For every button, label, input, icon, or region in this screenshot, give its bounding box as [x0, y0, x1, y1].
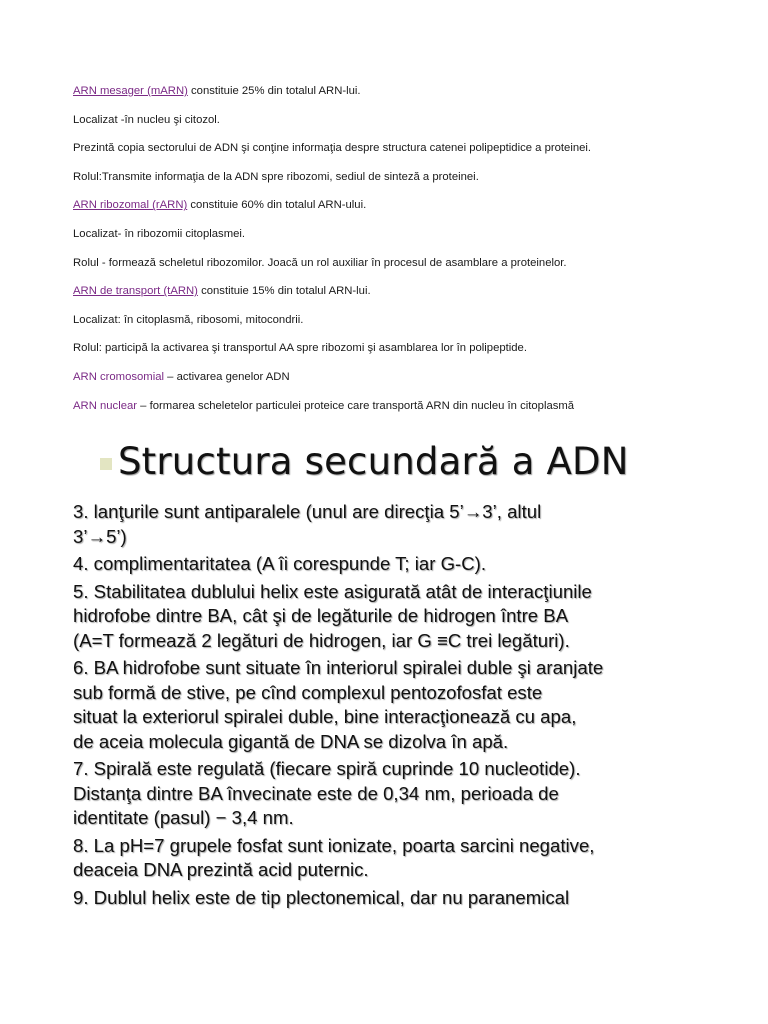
note-line: Localizat -în nucleu şi citozol. [73, 113, 220, 126]
note-line: Rolul - formează scheletul ribozomilor. Joacă un rol auxiliar în procesul de asamblare a proteinelor. [73, 256, 567, 269]
note-term-cromosomial: ARN cromosomial [73, 370, 165, 383]
list-item: 4. complimentaritatea (A îi corespunde T; iar G-C). [73, 553, 487, 574]
list-item: 6. BA hidrofobe sunt situate în interiorul spiralei duble şi aranjate sub formă de stive, pe cînd complexul pentozofosfat este situat la exteriorul spiralei duble, bine interacţionează cu apa, de aceia molecula gigantă de DNA se dizolva în apă. [73, 657, 604, 752]
note-link-rarn[interactable]: ARN ribozomal (rARN) [73, 199, 188, 212]
square-bullet-icon [100, 458, 112, 470]
list-item: 5. Stabilitatea dublului helix este asigurată atât de interacţiunile hidrofobe dintre BA, cât şi de legăturile de hidrogen între BA (A=T formează 2 legături de hidrogen, iar G ≡C trei legături). [73, 580, 592, 651]
section-heading-text: Structura secundară a ADN [118, 440, 629, 483]
note-line: ARN mesager (mARN) constituie 25% din totalul ARN-lui. [73, 85, 361, 97]
note-line: ARN de transport (tARN) constituie 15% din totalul ARN-lui. [73, 285, 371, 298]
note-link-marn[interactable]: ARN mesager (mARN) [73, 85, 188, 97]
note-line: Rolul:Transmite informaţia de la ADN spre ribozomi, sediul de sinteză a proteinei. [73, 170, 479, 183]
list-item: 7. Spirală este regulată (fiecare spiră cuprinde 10 nucleotide). Distanţa dintre BA învecinate este de 0,34 nm, perioada de identitate (pasul) − 3,4 nm. [73, 758, 581, 828]
list-item: 3. lanţurile sunt antiparalele (unul are direcţia 5’→3’, altul 3’→5’) [73, 501, 542, 547]
note-line: Localizat- în ribozomii citoplasmei. [73, 227, 246, 240]
rna-notes [73, 84, 753, 427]
note-line: ARN ribozomal (rARN) constituie 60% din totalul ARN-ului. [73, 199, 367, 212]
note-term-nuclear: ARN nuclear [73, 399, 138, 412]
list-item: 9. Dublul helix este de tip plectonemical, dar nu paranemical [73, 886, 570, 908]
note-line: Prezintă copia sectorului de ADN şi conţine informaţia despre structura catenei polipeptidice a proteinei. [73, 142, 592, 155]
note-line: ARN nuclear – formarea scheletelor particulei proteice care transportă ARN din nucleu în citoplasmă [73, 399, 575, 412]
note-line: Localizat: în citoplasmă, ribosomi, mitocondrii. [73, 313, 304, 326]
section-heading [100, 440, 629, 483]
list-item: 8. La pH=7 grupele fosfat sunt ionizate, poarta sarcini negative, deaceia DNA prezintă acid puternic. [73, 834, 595, 880]
properties-list [73, 500, 763, 913]
note-link-tarn[interactable]: ARN de transport (tARN) [73, 285, 198, 298]
note-line: ARN cromosomial – activarea genelor ADN [73, 370, 290, 383]
note-line: Rolul: participă la activarea şi transportul AA spre ribozomi şi asamblarea lor în polipeptide. [73, 342, 527, 355]
